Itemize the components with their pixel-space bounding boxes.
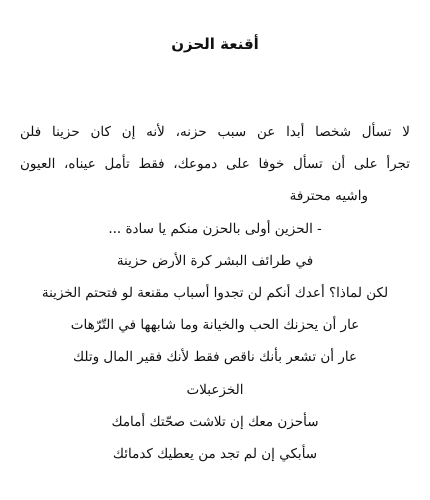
text-line-2: تجرأ على أن تسأل خوفا على دموعك، فقط تأمل عيناه، العيون — [20, 156, 410, 173]
document-title: أقنعة الحزن — [171, 35, 259, 53]
text-line-7: عار أن يحزنك الحب والخيانة وما شابهها في التّرّهات — [70, 317, 360, 334]
text-line-9: الخزعبلات — [186, 381, 244, 398]
document-body — [20, 120, 410, 474]
text-line-5: في طرائف البشر كرة الأرض حزينة — [116, 252, 314, 269]
text-line-8: عار أن تشعر بأنك ناقص فقط لأنك فقير المال وتلك — [72, 349, 358, 366]
text-line-10: سأحزن معك إن تلاشت صحّتك أمامك — [111, 413, 319, 430]
text-line-11: سأبكي إن لم تجد من يعطيك كدمائك — [112, 445, 318, 462]
text-line-6: لكن لماذا؟ أعدك أنكم لن تجدوا أسباب مقنعة لو فتحتم الخزينة — [41, 284, 389, 301]
text-line-3: واشيه محترفة — [289, 188, 368, 205]
text-line-1: لا تسأل شخصا أبدا عن سبب حزنه، لأنه إن كان حزينا فلن — [20, 124, 410, 140]
text-line-4: - الحزين أولى بالحزن منكم يا سادة ... — [108, 220, 322, 237]
